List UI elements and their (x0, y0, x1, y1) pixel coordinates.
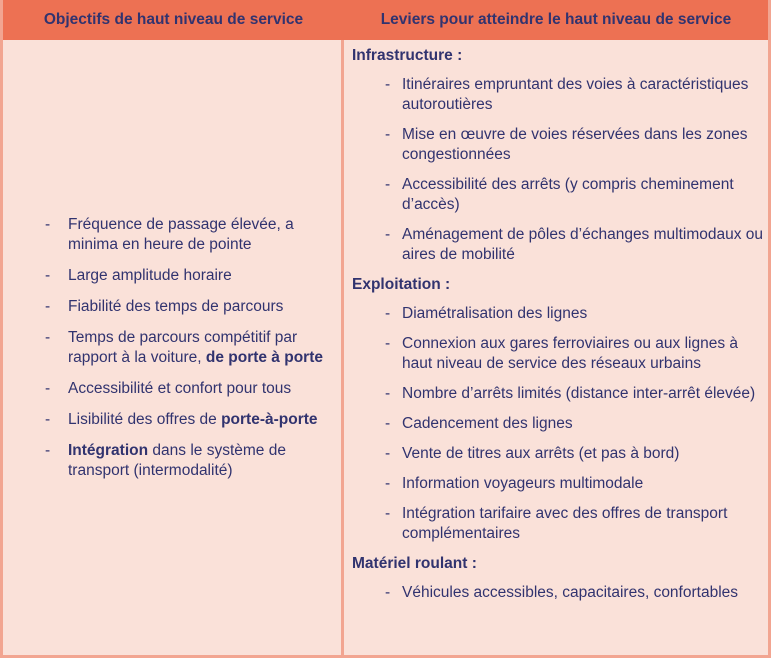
bullet-dash: - (45, 410, 51, 428)
list-item (45, 410, 335, 430)
list-item-text: Itinéraires empruntant des voies à caractéristiques autoroutières (402, 76, 749, 113)
bullet-dash: - (45, 379, 51, 397)
list-item-text: Accessibilité des arrêts (y compris cheminement d’accès) (402, 176, 734, 213)
list-item (385, 414, 764, 434)
bullet-dash: - (385, 76, 391, 93)
section-list (350, 304, 766, 544)
bullet-dash: - (385, 445, 391, 462)
list-item (385, 75, 764, 115)
list-item (45, 297, 335, 317)
list-item-text: Vente de titres aux arrêts (et pas à bord) (402, 445, 680, 462)
list-item-text: Cadencement des lignes (402, 415, 573, 432)
bullet-dash: - (385, 176, 391, 193)
list-item (385, 474, 764, 494)
list-item-text: Véhicules accessibles, capacitaires, confortables (402, 584, 739, 601)
list-item-text: Lisibilité des offres de porte-à-porte (68, 410, 318, 428)
list-item (45, 441, 335, 481)
section-heading: Exploitation : (352, 276, 451, 293)
list-item-text: Connexion aux gares ferroviaires ou aux lignes à haut niveau de service des réseaux urbains (402, 335, 739, 372)
list-item (385, 583, 764, 603)
section-heading: Infrastructure : (352, 47, 463, 64)
list-item-text: Intégration tarifaire avec des offres de transport complémentaires (402, 505, 728, 542)
table-header-row (3, 0, 768, 40)
list-item-text: Fiabilité des temps de parcours (68, 297, 284, 315)
objectives-list (3, 215, 341, 481)
bullet-dash: - (45, 328, 51, 346)
list-item-text: Temps de parcours compétitif par rapport à la voiture, de porte à porte (68, 328, 323, 366)
bullet-dash: - (385, 335, 391, 352)
list-item-text: Information voyageurs multimodale (402, 475, 644, 492)
list-item-text: Accessibilité et confort pour tous (68, 379, 292, 397)
list-item-text: Aménagement de pôles d’échanges multimodaux ou aires de mobilité (402, 226, 764, 263)
bullet-dash: - (45, 297, 51, 315)
list-item-text: Mise en œuvre de voies réservées dans les zones congestionnées (402, 126, 748, 163)
bullet-dash: - (385, 415, 391, 432)
bullet-dash: - (385, 226, 391, 243)
bullet-dash: - (45, 441, 51, 459)
section-list (350, 75, 766, 265)
list-item (385, 225, 764, 265)
bullet-dash: - (45, 215, 51, 233)
section-heading: Matériel roulant : (352, 555, 477, 572)
list-item (385, 125, 764, 165)
list-item-text: Diamétralisation des lignes (402, 305, 588, 322)
levers-cell (344, 40, 768, 655)
list-item (45, 328, 335, 368)
bullet-dash: - (385, 584, 391, 601)
bullet-dash: - (45, 266, 51, 284)
bullet-dash: - (385, 126, 391, 143)
list-item-text: Nombre d’arrêts limités (distance inter-arrêt élevée) (402, 385, 756, 402)
list-item (385, 175, 764, 215)
list-item (385, 504, 764, 544)
header-objectives: Objectifs de haut niveau de service (43, 11, 304, 28)
bullet-dash: - (385, 305, 391, 322)
list-item (385, 304, 764, 324)
list-item-text: Intégration dans le système de transport (intermodalité) (68, 441, 286, 479)
bullet-dash: - (385, 385, 391, 402)
table-body-row (3, 40, 768, 655)
list-item (385, 384, 764, 404)
list-item-text: Fréquence de passage élevée, a minima en heure de pointe (68, 215, 294, 253)
section-list (350, 583, 766, 603)
list-item (45, 379, 335, 399)
bullet-dash: - (385, 505, 391, 522)
list-item (45, 266, 335, 286)
list-item (385, 334, 764, 374)
header-levers: Leviers pour atteindre le haut niveau de service (380, 11, 732, 28)
bullet-dash: - (385, 475, 391, 492)
list-item (45, 215, 335, 255)
objectives-cell (3, 40, 341, 655)
list-item (385, 444, 764, 464)
list-item-text: Large amplitude horaire (68, 266, 232, 284)
